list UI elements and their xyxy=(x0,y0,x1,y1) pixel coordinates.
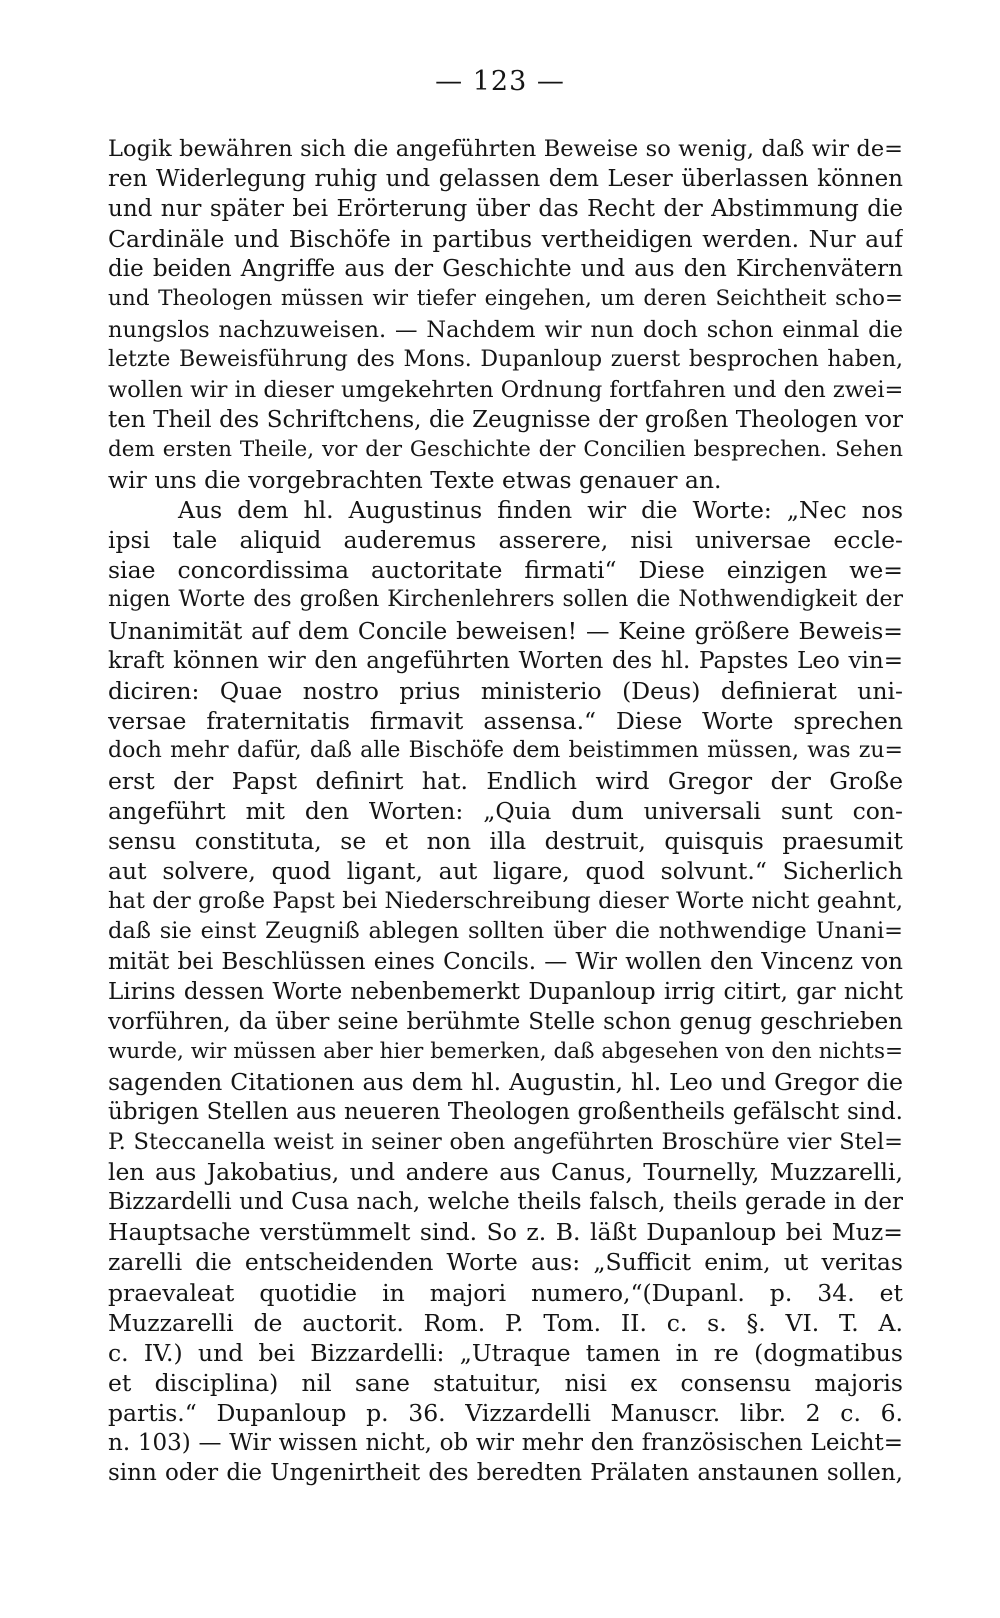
page-number: — 123 — xyxy=(435,66,565,97)
text-line: partis.“ Dupanloup p. 36. Vizzardelli Manuscr. libr. 2 c. 6. xyxy=(108,1398,903,1427)
text-line: wurde, wir müssen aber hier bemerken, daß abgesehen von den nichts= xyxy=(108,1038,903,1064)
text-line: ten Theil des Schriftchens, die Zeugnisse der großen Theologen vor xyxy=(108,406,903,433)
text-line: Unanimität auf dem Concile beweisen! — Keine größere Beweis= xyxy=(108,616,903,645)
text-line: letzte Beweisführung des Mons. Dupanloup zuerst besprochen haben, xyxy=(108,346,903,372)
text-line: aut solvere, quod ligant, aut ligare, quod solvunt.“ Sicherlich xyxy=(108,857,903,886)
text-line: mität bei Beschlüssen eines Concils. — Wir wollen den Vincenz von xyxy=(108,948,903,975)
text-line: sensu constituta, se et non illa destruit, quisquis praesumit xyxy=(108,827,903,856)
text-line: ipsi tale aliquid auderemus asserere, nisi universae eccle- xyxy=(108,526,903,555)
text-line: vorführen, da über seine berühmte Stelle schon genug geschrieben xyxy=(108,1008,903,1035)
text-line: angeführt mit den Worten: „Quia dum universali sunt con- xyxy=(108,797,903,826)
text-line: len aus Jakobatius, und andere aus Canus, Tournelly, Muzzarelli, xyxy=(108,1158,903,1187)
text-line: P. Steccanella weist in seiner oben angeführten Broschüre vier Stel= xyxy=(108,1129,903,1156)
text-line: kraft können wir den angeführten Worten des hl. Papstes Leo vin= xyxy=(108,647,903,674)
text-line: Muzzarelli de auctorit. Rom. P. Tom. II. c. s. §. VI. T. A. xyxy=(108,1308,903,1337)
body-text xyxy=(108,134,903,1488)
text-line: Aus dem hl. Augustinus finden wir die Worte: „Nec nos xyxy=(178,496,903,525)
text-line: versae fraternitatis firmavit assensa.“ Diese Worte sprechen xyxy=(108,706,903,735)
text-line: und nur später bei Erörterung über das Recht der Abstimmung die xyxy=(108,196,903,223)
text-line: übrigen Stellen aus neueren Theologen großentheils gefälscht sind. xyxy=(108,1099,903,1125)
text-line: wollen wir in dieser umgekehrten Ordnung fortfahren und den zwei= xyxy=(108,376,903,403)
text-line: wir uns die vorgebrachten Texte etwas genauer an. xyxy=(108,466,722,495)
text-line: sinn oder die Ungenirtheit des beredten Prälaten anstaunen sollen, xyxy=(108,1460,903,1487)
text-line: hat der große Papst bei Niederschreibung dieser Worte nicht geahnt, xyxy=(108,888,903,915)
text-line: n. 103) — Wir wissen nicht, ob wir mehr den französischen Leicht= xyxy=(108,1430,903,1457)
text-line: doch mehr dafür, daß alle Bischöfe dem beistimmen müssen, was zu= xyxy=(108,737,903,763)
text-line: die beiden Angriffe aus der Geschichte und aus den Kirchenvätern xyxy=(108,256,903,283)
text-line: nungslos nachzuweisen. — Nachdem wir nun doch schon einmal die xyxy=(108,316,903,343)
text-line: et disciplina) nil sane statuitur, nisi ex consensu majoris xyxy=(108,1368,903,1397)
text-line: siae concordissima auctoritate firmati“ Diese einzigen we= xyxy=(108,556,903,585)
text-line: Lirins dessen Worte nebenbemerkt Dupanloup irrig citirt, gar nicht xyxy=(108,978,903,1005)
text-line: Bizzardelli und Cusa nach, welche theils falsch, theils gerade in der xyxy=(108,1189,903,1216)
text-line: ren Widerlegung ruhig und gelassen dem Leser überlassen können xyxy=(108,166,903,193)
text-line: Cardinäle und Bischöfe in partibus vertheidigen werden. Nur auf xyxy=(108,225,903,254)
text-line: nigen Worte des großen Kirchenlehrers sollen die Nothwendigkeit der xyxy=(108,587,903,613)
text-line: und Theologen müssen wir tiefer eingehen, um deren Seichtheit scho= xyxy=(108,286,903,312)
text-line: sagenden Citationen aus dem hl. Augustin, hl. Leo und Gregor die xyxy=(108,1067,903,1096)
text-line: zarelli die entscheidenden Worte aus: „Sufficit enim, ut veritas xyxy=(108,1248,903,1277)
text-line: Hauptsache verstümmelt sind. So z. B. läßt Dupanloup bei Muz= xyxy=(108,1218,903,1247)
text-line: erst der Papst definirt hat. Endlich wird Gregor der Große xyxy=(108,766,903,795)
text-line: diciren: Quae nostro prius ministerio (Deus) definierat uni- xyxy=(108,676,903,705)
text-line: Logik bewähren sich die angeführten Beweise so wenig, daß wir de= xyxy=(108,136,903,162)
text-line: dem ersten Theile, vor der Geschichte der Concilien besprechen. Sehen xyxy=(108,436,903,462)
text-line: c. IV.) und bei Bizzardelli: „Utraque tamen in re (dogmatibus xyxy=(108,1338,903,1367)
text-line: praevaleat quotidie in majori numero,“(Dupanl. p. 34. et xyxy=(108,1278,903,1307)
text-line: daß sie einst Zeugniß ablegen sollten über die nothwendige Unani= xyxy=(108,918,903,945)
